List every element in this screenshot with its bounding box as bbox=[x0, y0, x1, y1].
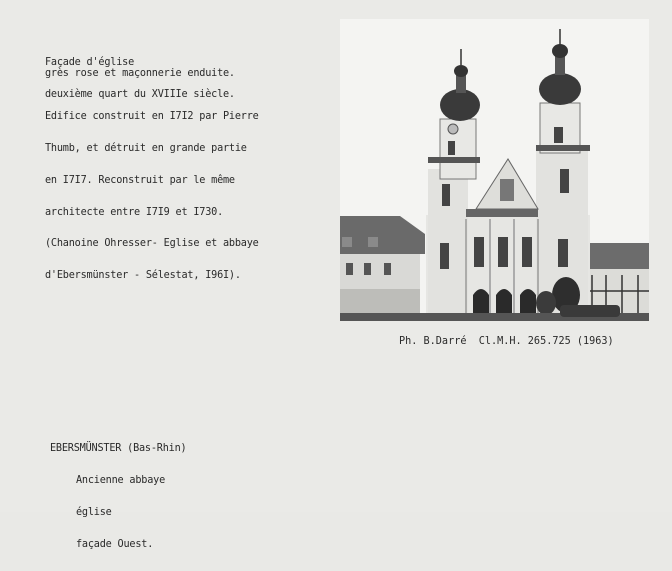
history-line: (Chanoine Ohresser- Eglise et abbaye bbox=[45, 238, 259, 250]
history-line: architecte entre I7I9 et I730. bbox=[45, 206, 224, 218]
location-place: EBERSMÜNSTER (Bas-Rhin) bbox=[50, 443, 187, 455]
history-line: en I7I7. Reconstruit par le même bbox=[45, 174, 235, 186]
location-line: église bbox=[76, 506, 112, 518]
description-line: Façade d'église bbox=[45, 57, 135, 69]
location-line: Ancienne abbaye bbox=[76, 474, 166, 486]
description-line: deuxième quart du XVIIIe siècle. bbox=[45, 88, 235, 100]
photo-credit: Ph. B.Darré Cl.M.H. 265.725 (1963) bbox=[399, 336, 614, 347]
location-line: façade Ouest. bbox=[76, 538, 154, 550]
material-text: grès rose et maçonnerie enduite. bbox=[45, 68, 235, 79]
church-facade-image bbox=[340, 19, 649, 321]
location-block bbox=[50, 423, 186, 571]
history-line: Edifice construit en I7I2 par Pierre bbox=[45, 111, 259, 123]
church-photograph bbox=[340, 19, 649, 321]
history-line: Thumb, et détruit en grande partie bbox=[45, 142, 247, 154]
history-line: d'Ebersmünster - Sélestat, I96I). bbox=[45, 270, 241, 282]
history-block bbox=[45, 88, 259, 303]
